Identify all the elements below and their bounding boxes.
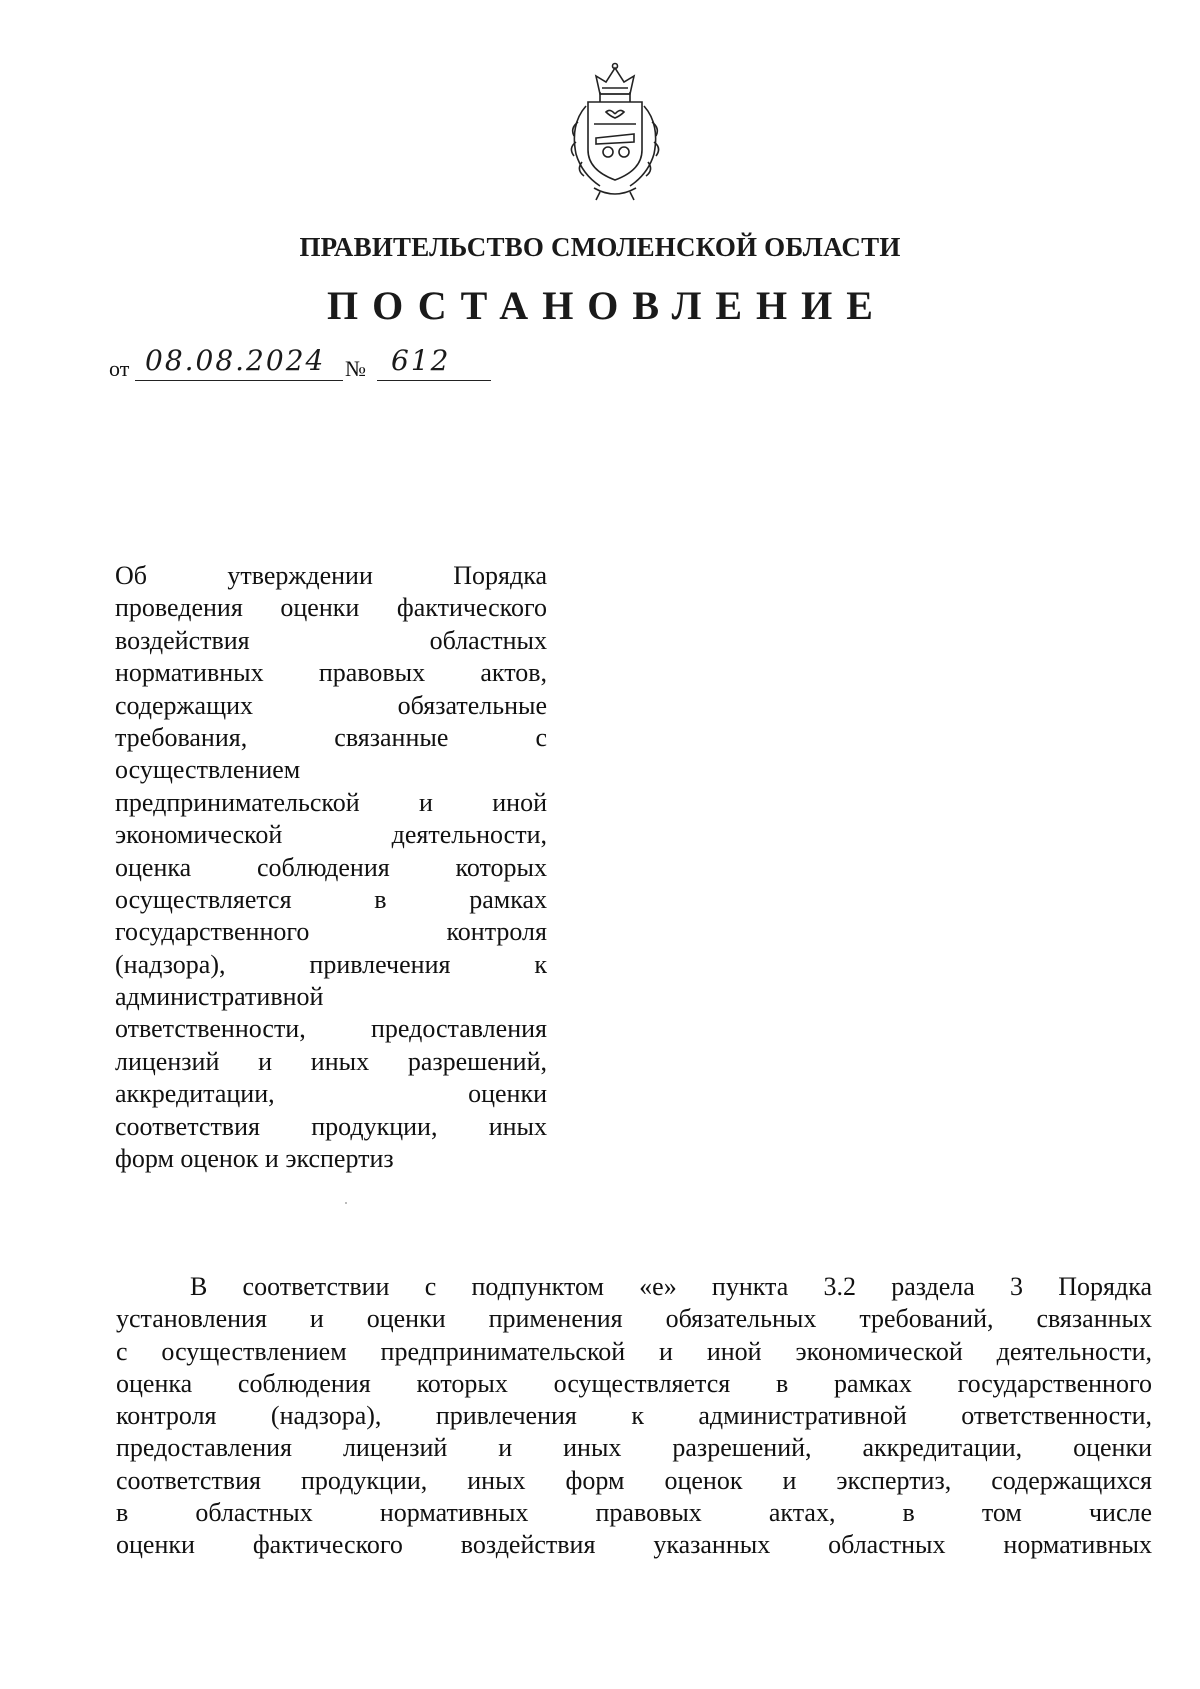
title-line: соответствия продукции, иных [115, 1111, 547, 1141]
title-line: аккредитации, оценки [115, 1079, 547, 1109]
title-line: предпринимательской и иной [115, 787, 547, 817]
title-line: Об утверждении Порядка [115, 561, 547, 590]
body-line: контроля (надзора), привлечения к административной ответственности, [116, 1401, 1152, 1431]
scan-speck [345, 1202, 347, 1204]
body-text [116, 1271, 1152, 1562]
handwritten-date: 08.08.2024 [145, 344, 326, 377]
body-line: соответствия продукции, иных форм оценок и экспертиз, содержащихся [116, 1465, 1152, 1495]
title-line: осуществляется в рамках [115, 884, 547, 914]
title-line: требования, связанные с [115, 722, 547, 752]
title-line: осуществлением [115, 755, 301, 785]
title-line: экономической деятельности, [115, 820, 547, 850]
title-line: ответственности, предоставления [115, 1014, 547, 1044]
number-underline [377, 380, 491, 381]
body-line: В соответствии с подпунктом «е» пункта 3.2 раздела 3 Порядка [190, 1272, 1152, 1301]
title-line: проведения оценки фактического [115, 593, 547, 623]
body-line: предоставления лицензий и иных разрешений, аккредитации, оценки [116, 1433, 1152, 1463]
title-line: содержащих обязательные [115, 690, 547, 720]
title-line: государственного контроля [115, 917, 547, 947]
title-line: оценка соблюдения которых [115, 852, 547, 882]
smolensk-coat-of-arms-icon [560, 62, 670, 202]
body-line: с осуществлением предпринимательской и иной экономической деятельности, [116, 1336, 1152, 1366]
body-line: установления и оценки применения обязательных требований, связанных [116, 1304, 1152, 1334]
from-label: от [109, 356, 130, 381]
title-line: воздействия областных [115, 625, 547, 655]
title-line: административной [115, 982, 324, 1012]
date-underline [135, 380, 343, 381]
handwritten-number: 612 [391, 344, 451, 377]
title-line: форм оценок и экспертиз [115, 1144, 394, 1174]
organization-name: ПРАВИТЕЛЬСТВО СМОЛЕНСКОЙ ОБЛАСТИ [299, 232, 901, 262]
document-type: ПОСТАНОВЛЕНИЕ [327, 283, 887, 328]
title-line: нормативных правовых актов, [115, 658, 547, 688]
number-label: № [345, 356, 366, 381]
body-line: в областных нормативных правовых актах, в том числе [116, 1498, 1152, 1528]
title-line: лицензий и иных разрешений, [115, 1046, 547, 1076]
title-line: (надзора), привлечения к [115, 949, 547, 979]
document-title [115, 560, 547, 1175]
body-line: оценка соблюдения которых осуществляется в рамках государственного [116, 1368, 1152, 1398]
body-line: оценки фактического воздействия указанных областных нормативных [116, 1530, 1152, 1560]
